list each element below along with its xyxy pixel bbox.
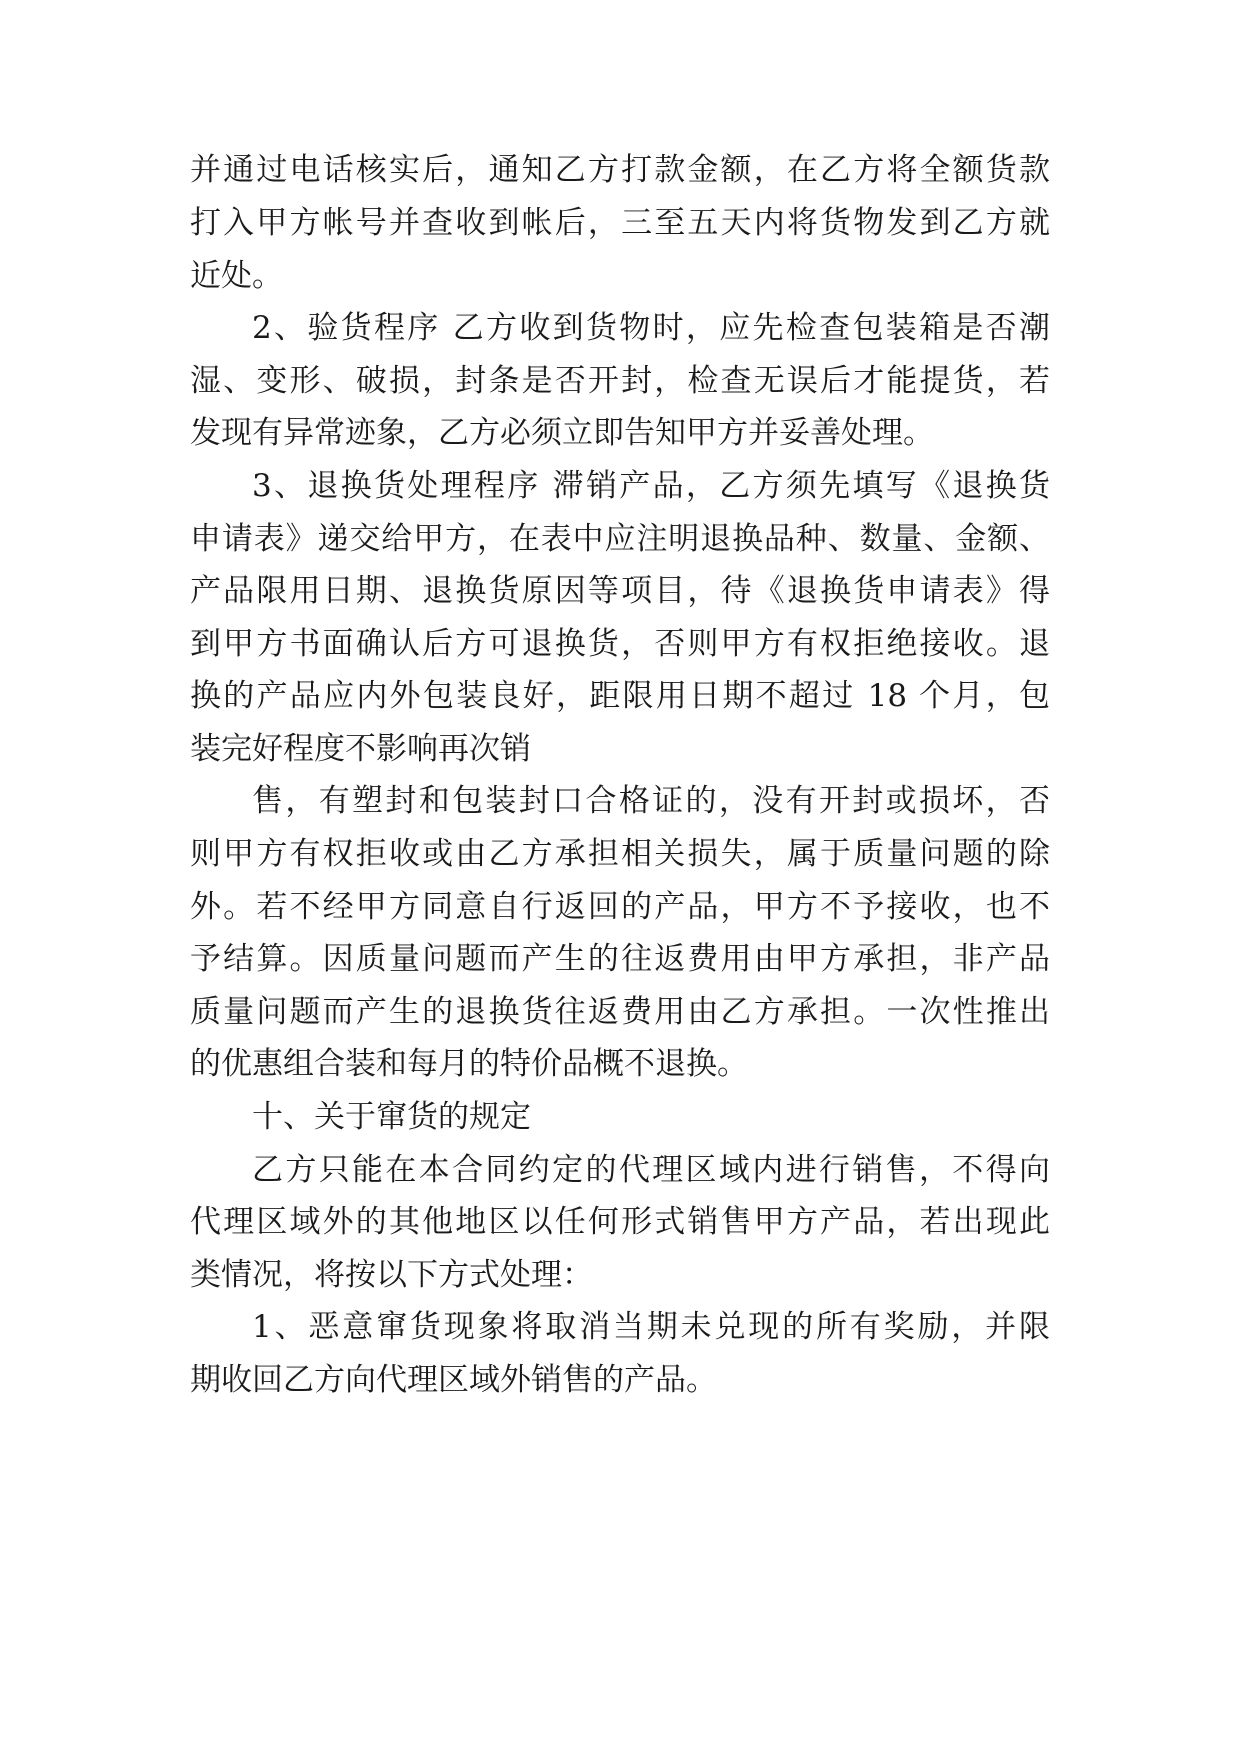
body-text-line: 期收回乙方向代理区域外销售的产品。 [190,1362,717,1398]
body-text-line: 乙方只能在本合同约定的代理区域内进行销售，不得向 [252,1152,1050,1188]
body-text-line: 则甲方有权拒收或由乙方承担相关损失，属于质量问题的除 [190,836,1050,872]
body-text-line: 的优惠组合装和每月的特价品概不退换。 [190,1046,748,1082]
body-text-line: 2、验货程序 乙方收到货物时，应先检查包装箱是否潮 [252,310,1050,346]
section-heading: 十、关于窜货的规定 [252,1099,531,1135]
body-text-line: 3、退换货处理程序 滞销产品，乙方须先填写《退换货 [252,468,1050,504]
body-text-line: 装完好程度不影响再次销 [190,731,531,767]
body-text-line: 湿、变形、破损，封条是否开封，检查无误后才能提货，若 [190,363,1050,399]
body-text-line: 予结算。因质量问题而产生的往返费用由甲方承担，非产品 [190,941,1050,977]
body-text-line: 售，有塑封和包装封口合格证的，没有开封或损坏，否 [252,783,1050,819]
body-text-line: 申请表》递交给甲方，在表中应注明退换品种、数量、金额、 [190,521,1050,557]
body-text-line: 1、恶意窜货现象将取消当期未兑现的所有奖励，并限 [252,1309,1050,1345]
body-text-line: 打入甲方帐号并查收到帐后，三至五天内将货物发到乙方就 [190,205,1050,241]
body-text-line: 质量问题而产生的退换货往返费用由乙方承担。一次性推出 [190,994,1050,1030]
body-text-line: 产品限用日期、退换货原因等项目，待《退换货申请表》得 [190,573,1050,609]
body-text-line: 换的产品应内外包装良好，距限用日期不超过 18 个月，包 [190,678,1050,714]
body-text-line: 发现有异常迹象，乙方必须立即告知甲方并妥善处理。 [190,415,934,451]
body-text-line: 并通过电话核实后，通知乙方打款金额，在乙方将全额货款 [190,152,1050,188]
body-text-line: 到甲方书面确认后方可退换货，否则甲方有权拒绝接收。退 [190,626,1050,662]
body-text-line: 外。若不经甲方同意自行返回的产品，甲方不予接收，也不 [190,889,1050,925]
body-text-line: 近处。 [190,258,283,294]
body-text-line: 代理区域外的其他地区以任何形式销售甲方产品，若出现此 [190,1204,1050,1240]
body-text-line: 类情况，将按以下方式处理： [190,1257,593,1293]
